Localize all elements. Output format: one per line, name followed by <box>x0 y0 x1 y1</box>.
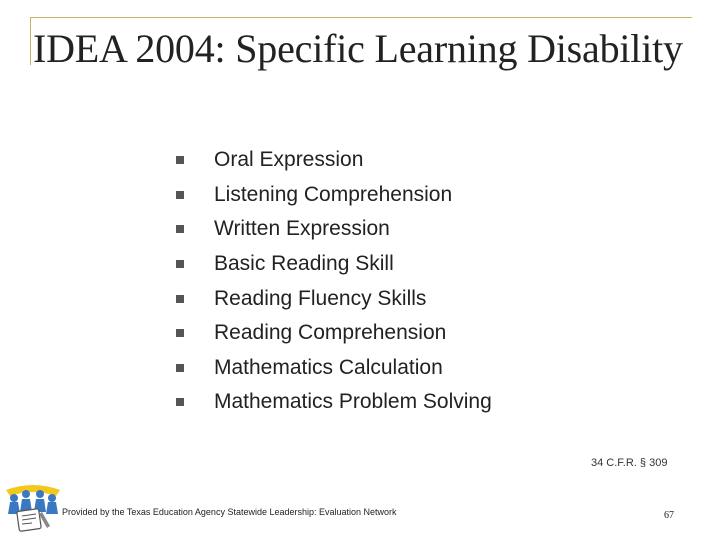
footer-credit: Provided by the Texas Education Agency Statewide Leadership: Evaluation Network <box>62 507 397 517</box>
bullet-list <box>176 143 492 420</box>
bullet-item <box>176 385 492 420</box>
square-bullet-icon <box>176 156 184 164</box>
bullet-item <box>176 212 492 247</box>
bullet-text: Written Expression <box>214 217 390 241</box>
slide-title: IDEA 2004: Specific Learning Disability <box>33 26 683 71</box>
square-bullet-icon <box>176 191 184 199</box>
bullet-item <box>176 143 492 178</box>
bullet-text: Reading Fluency Skills <box>214 286 427 310</box>
square-bullet-icon <box>176 295 184 303</box>
square-bullet-icon <box>176 398 184 406</box>
bullet-item <box>176 351 492 386</box>
bullet-item <box>176 178 492 213</box>
square-bullet-icon <box>176 364 184 372</box>
bullet-text: Basic Reading Skill <box>214 252 394 276</box>
title-frame-top-line <box>30 17 692 18</box>
bullet-text: Mathematics Calculation <box>214 355 443 379</box>
bullet-text: Oral Expression <box>214 148 364 172</box>
evaluation-network-logo-icon <box>4 484 62 536</box>
bullet-item <box>176 316 492 351</box>
bullet-item <box>176 281 492 316</box>
bullet-text: Reading Comprehension <box>214 321 447 345</box>
bullet-item <box>176 247 492 282</box>
page-number: 67 <box>664 510 674 521</box>
square-bullet-icon <box>176 225 184 233</box>
square-bullet-icon <box>176 260 184 268</box>
square-bullet-icon <box>176 329 184 337</box>
bullet-text: Mathematics Problem Solving <box>214 390 492 414</box>
citation: 34 C.F.R. § 309 <box>591 457 668 469</box>
title-frame-left-line <box>30 17 31 65</box>
bullet-text: Listening Comprehension <box>214 182 453 206</box>
